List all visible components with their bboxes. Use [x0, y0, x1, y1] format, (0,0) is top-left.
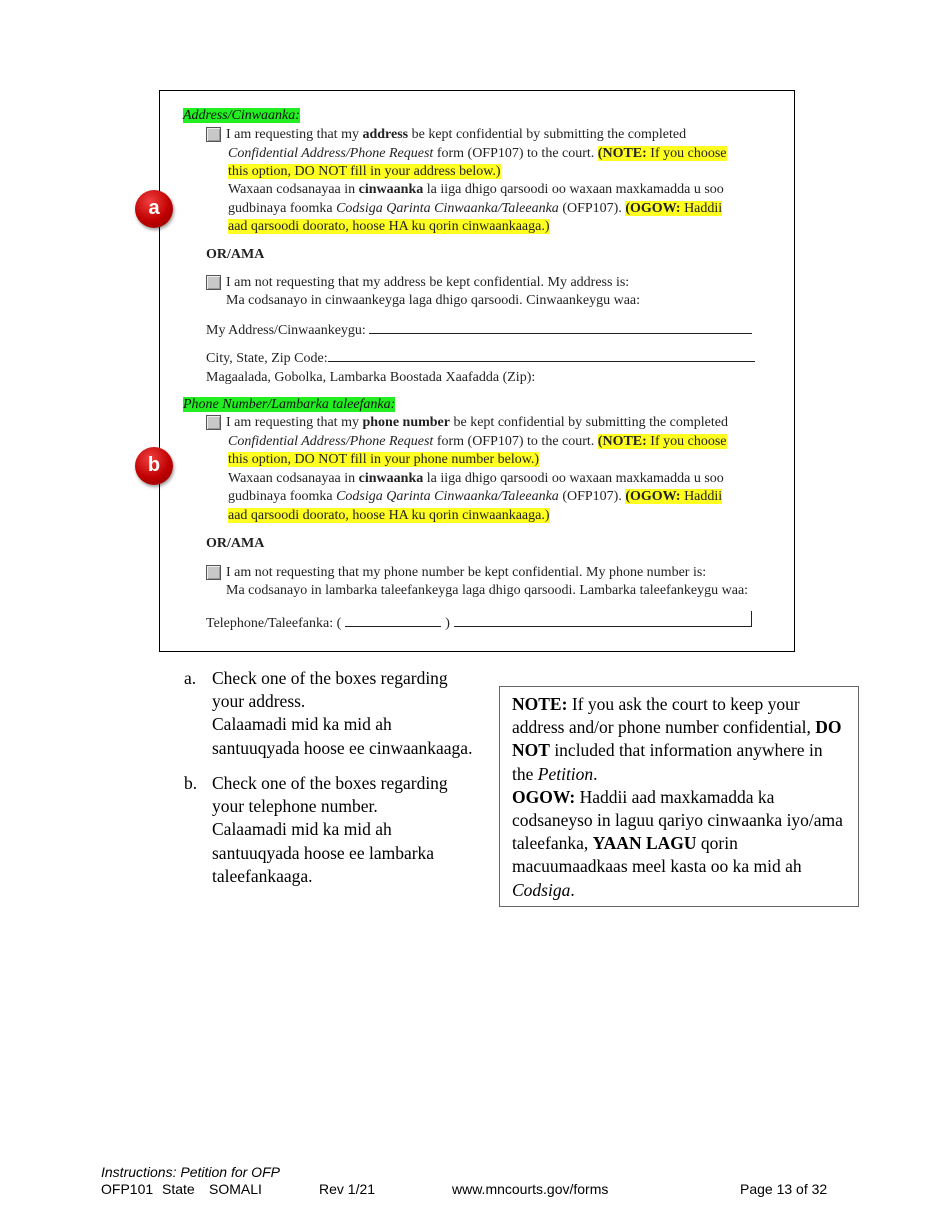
footer-title: Instructions: Petition for OFP	[101, 1164, 280, 1180]
address-option1-line2: Confidential Address/Phone Request form (OFP107) to the court. (NOTE: If you choose	[228, 146, 727, 161]
address-heading: Address/Cinwaanka:	[183, 108, 300, 123]
my-address-row: My Address/Cinwaankeygu:	[206, 322, 752, 341]
callout-badge-a: a	[135, 190, 173, 228]
instruction-a-line: your address.	[212, 691, 306, 712]
address-option1-line1: I am requesting that my address be kept confidential by submitting the completed	[226, 127, 687, 142]
instruction-b	[184, 772, 504, 890]
phone-confidential-checkbox[interactable]	[206, 415, 221, 430]
footer-page-number: Page 13 of 32	[740, 1181, 828, 1197]
callout-badge-b: b	[135, 447, 173, 485]
city-field[interactable]	[328, 361, 755, 362]
phone-option1-line3: this option, DO NOT fill in your phone number below.)	[228, 452, 540, 467]
footer-language: SOMALI	[209, 1181, 262, 1197]
instruction-b-line: taleefankaaga.	[212, 865, 313, 886]
footer-url[interactable]: www.mncourts.gov/forms	[452, 1181, 609, 1197]
instruction-a-line: Calaamadi mid ka mid ah	[212, 714, 392, 735]
address-option1-somali-line2: gudbinaya foomka Codsiga Qarinta Cinwaanka/Taleeanka (OFP107). (OGOW: Haddii	[228, 201, 723, 216]
phone-not-confidential-checkbox[interactable]	[206, 565, 221, 580]
instruction-a-line: Check one of the boxes regarding	[212, 668, 448, 688]
instruction-b-letter: b.	[184, 773, 198, 793]
ogow-paragraph: OGOW: Haddii aad maxkamadda ka codsaneyso in laguu qariyo cinwaanka iyo/ama taleefanka, YAAN LAGU qorin macuumaadkaas meel kasta oo ka mid ah Codsiga.	[512, 786, 843, 900]
instruction-b-line: your telephone number.	[212, 796, 378, 817]
instruction-a-line: santuuqyada hoose ee cinwaankaaga.	[212, 737, 473, 758]
phone-option2-line2: Ma codsanayo in lambarka taleefankeyga laga dhigo qarsoodi. Lambarka taleefankeygu waa:	[226, 583, 749, 598]
note-paragraph: NOTE: If you ask the court to keep your address and/or phone number confidential, DO NOT included that information anywhere in the Petition.	[512, 694, 842, 784]
city-row: City, State, Zip Code:	[206, 350, 755, 369]
instruction-a	[184, 667, 504, 762]
phone-heading: Phone Number/Lambarka taleefanka:	[183, 397, 396, 412]
instruction-a-letter: a.	[184, 668, 197, 688]
phone-option1-somali-line1: Waxaan codsanayaa in cinwaanka la iiga dhigo qarsoodi oo waxaan maxkamadda u soo	[228, 471, 724, 486]
telephone-row: Telephone/Taleefanka: ( )	[206, 611, 752, 634]
footer-rev: Rev 1/21	[319, 1181, 376, 1197]
instruction-b-line: santuuqyada hoose ee lambarka	[212, 842, 435, 863]
my-address-field[interactable]	[369, 333, 752, 334]
address-or-label: OR/AMA	[206, 247, 265, 262]
phone-option1-somali-line3: aad qarsoodi doorato, hoose HA ku qorin cinwaankaaga.)	[228, 508, 550, 523]
phone-option2-line1: I am not requesting that my phone number be kept confidential. My phone number is:	[226, 565, 707, 580]
phone-or-label: OR/AMA	[206, 536, 265, 551]
address-option2-line2: Ma codsanayo in cinwaankeyga laga dhigo qarsoodi. Cinwaankeygu waa:	[226, 293, 641, 308]
address-not-confidential-checkbox[interactable]	[206, 275, 221, 290]
address-option1-line3: this option, DO NOT fill in your address below.)	[228, 164, 501, 179]
phone-option1-somali-line2: gudbinaya foomka Codsiga Qarinta Cinwaanka/Taleeanka (OFP107). (OGOW: Haddii	[228, 489, 723, 504]
address-confidential-checkbox[interactable]	[206, 127, 221, 142]
footer-state: State	[162, 1181, 195, 1197]
city-somali-label: Magaalada, Gobolka, Lambarka Boostada Xaafadda (Zip):	[206, 370, 536, 385]
address-option1-somali-line3: aad qarsoodi doorato, hoose HA ku qorin cinwaankaaga.)	[228, 219, 550, 234]
note-box	[499, 686, 859, 907]
footer-form-id: OFP101	[101, 1181, 154, 1197]
area-code-field[interactable]	[345, 626, 441, 627]
phone-option1-line1: I am requesting that my phone number be kept confidential by submitting the completed	[226, 415, 728, 430]
form-example-panel	[159, 90, 795, 652]
address-option1-somali-line1: Waxaan codsanayaa in cinwaanka la iiga dhigo qarsoodi oo waxaan maxkamadda u soo	[228, 182, 724, 197]
instruction-b-line: Check one of the boxes regarding	[212, 773, 448, 793]
phone-number-field[interactable]	[454, 611, 752, 627]
phone-option1-line2: Confidential Address/Phone Request form (OFP107) to the court. (NOTE: If you choose	[228, 434, 727, 449]
instruction-b-line: Calaamadi mid ka mid ah	[212, 819, 392, 840]
address-option2-line1: I am not requesting that my address be kept confidential. My address is:	[226, 275, 630, 290]
